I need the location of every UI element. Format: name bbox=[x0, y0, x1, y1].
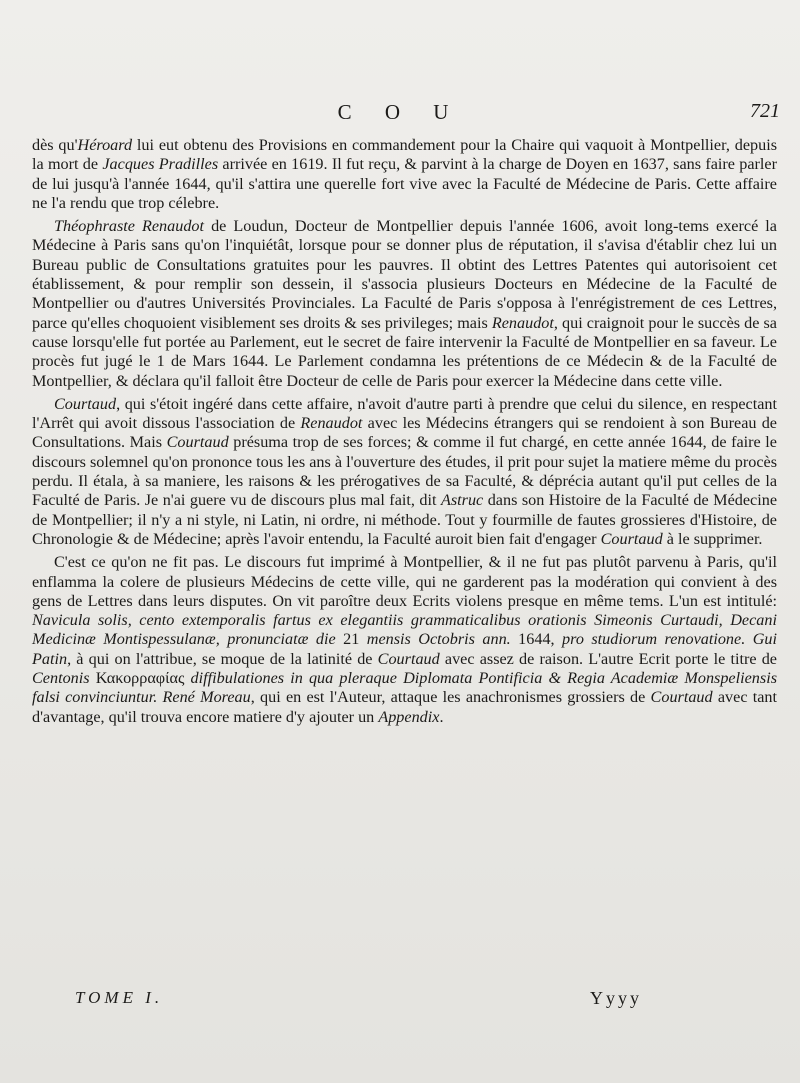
text-run: dès qu' bbox=[32, 136, 78, 154]
latin-title-1: Navicula solis, cento extemporalis fartus ex elegantiis grammaticalibus orationis Simeonis Curtaudi, Decani Medicinæ Montispessulanæ, pronunciatæ die bbox=[32, 611, 777, 649]
name-courtaud: Courtaud bbox=[600, 529, 663, 548]
paragraph-1 bbox=[32, 136, 777, 213]
text-run: présuma trop de ses forces; & comme il fut chargé, en cette année 1644, de faire le discours solemnel qu'on prononce tous les ans à l'ouverture des études, il prit pour sujet la matiere même du procès perdu. Il étala, à sa maniere, les raisons & les prérogatives de sa Faculté, & déprécia autant qu'il put celles de la Faculté de Paris. Je n'ai guere vu de discours plus mal fait, dit bbox=[32, 433, 777, 510]
text-run: , qui s'étoit ingéré dans cette affaire, n'avoit d'autre parti à prendre que celui du silence, en respectant l'Arrêt qui avoit dissous l'association de bbox=[32, 394, 777, 433]
name-pradilles: Jacques Pradilles bbox=[102, 155, 219, 174]
name-courtaud: Courtaud bbox=[166, 433, 229, 452]
text-run: . bbox=[439, 707, 444, 726]
name-astruc: Astruc bbox=[440, 491, 484, 510]
latin-title-2: diffibulationes in qua pleraque Diplomata Pontificia & Regia Academiæ Monspeliensis falsi convinciuntur. René Moreau bbox=[32, 669, 777, 707]
name-renaudot-full: Théophraste Renaudot bbox=[54, 217, 205, 236]
name-courtaud: Courtaud bbox=[54, 394, 117, 413]
signature-mark: Yyyy bbox=[590, 988, 642, 1008]
paragraph-3 bbox=[32, 395, 777, 549]
page-footer bbox=[0, 988, 800, 1012]
text-run: avec les Médecins étrangers qui se rendoient à son Bureau de Consultations. Mais bbox=[32, 414, 777, 452]
name-renaudot: Renaudot bbox=[300, 414, 363, 433]
text-run: 1644, bbox=[510, 630, 563, 649]
latin-title-1-cont: mensis Octobris ann. bbox=[366, 630, 511, 649]
text-run: , à qui on l'attribue, se moque de la latinité de bbox=[67, 649, 378, 668]
text-run: avec tant d'avantage, qu'il trouva encore matiere d'y ajouter un bbox=[32, 688, 778, 726]
tome-label: TOME I. bbox=[75, 988, 164, 1007]
page-number: 721 bbox=[750, 100, 780, 122]
text-run: 21 bbox=[335, 630, 367, 649]
text-run: C'est ce qu'on ne fit pas. Le discours fut imprimé à Montpellier, & il ne fut pas plutôt parvenu à Paris, qu'il enflamma la colere de plusieurs Médecins de cette ville, qui ne garderent pas la modération qui convient à des gens de Lettres dans leurs disputes. On vit paroître deux Ecrits violens presque en même tems. L'un est intitulé: bbox=[32, 553, 777, 610]
running-head: C O U bbox=[337, 100, 463, 124]
name-heroard: Héroard bbox=[77, 136, 133, 154]
text-run: , qui craignoit pour le succès de sa cause lorsqu'elle fut portée au Parlement, eut le secret de faire intervenir la Faculté de Montpellier en sa faveur. Le procès fut jugé le 1 de Mars 1644. Le Parlement condamna les prétentions de ce Médecin & de la Faculté de Montpellier, & déclara qu'il falloit être Docteur de celle de Paris pour exercer la Médecine dans cette ville. bbox=[32, 313, 777, 390]
page-header bbox=[0, 100, 800, 130]
text-run: à le supprimer. bbox=[662, 529, 763, 548]
latin-title-2-start: Centonis bbox=[32, 669, 90, 688]
text-run: arrivée en 1619. Il fut reçu, & parvint à la charge de Doyen en 1637, sans faire parler de lui jusqu'à l'année 1644, qu'il s'attira une querelle fort vive avec la Faculté de Médecine de Paris. Cette affaire ne l'a rendu que trop célebre. bbox=[32, 155, 777, 212]
page-body bbox=[32, 136, 777, 731]
word-appendix: Appendix bbox=[378, 707, 440, 726]
paragraph-4 bbox=[32, 553, 777, 727]
text-run: lui eut obtenu des Provisions en commandement pour la Chaire qui vaquoit à Montpellier, depuis la mort de bbox=[32, 136, 777, 174]
name-renaudot: Renaudot bbox=[491, 313, 554, 332]
name-courtaud: Courtaud bbox=[377, 649, 440, 668]
text-run: dans son Histoire de la Faculté de Médecine de Montpellier; il n'y a ni style, ni Latin, ni ordre, ni méthode. Tout y fourmille de fautes grossieres d'Histoire, de Chronologie & de Médecine; après l'avoir entendu, la Faculté auroit bien fait d'engager bbox=[32, 491, 778, 548]
text-run: avec assez de raison. L'autre Ecrit porte le titre de bbox=[439, 649, 777, 668]
latin-title-1-end: pro studiorum renovatione. Gui Patin bbox=[32, 630, 777, 668]
greek-word: Κακορραφίας bbox=[89, 669, 191, 688]
text-run: , qui en est l'Auteur, attaque les anachronismes grossiers de bbox=[250, 688, 651, 707]
name-courtaud: Courtaud bbox=[650, 688, 713, 707]
text-run: de Loudun, Docteur de Montpellier depuis l'année 1606, avoit long-tems exercé la Médecine à Paris sans qu'on l'inquiétât, lorsque pour se donner plus de réputation, il s'avisa d'établir chez lui un Bureau public de Consultations gratuites pour les pauvres. Il obtint des Lettres Patentes qui autorisoient cet établissement, & pour remplir son dessein, il s'associa plusieurs Docteurs en Médecine de la Faculté de Montpellier ou d'autres Universités Provinciales. La Faculté de Paris s'opposa à l'enrégistrement de ces Lettres, parce qu'elles choquoient visiblement ses droits & ses privileges; mais bbox=[32, 217, 777, 332]
paragraph-2 bbox=[32, 217, 777, 391]
